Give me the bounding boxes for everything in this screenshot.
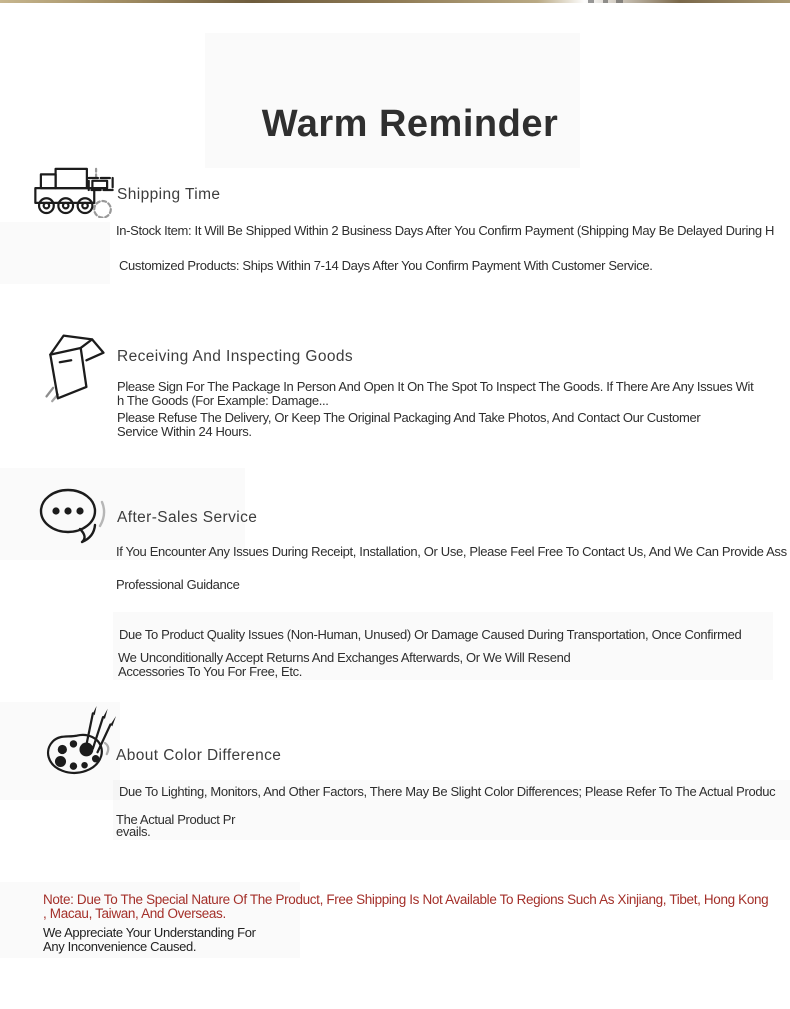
body-line: Please Refuse The Delivery, Or Keep The Original Packaging And Take Photos, And Contact Our Customer (117, 410, 701, 425)
open-box-icon (38, 328, 112, 404)
note-line: We Appreciate Your Understanding For (43, 925, 256, 940)
section-heading-color-difference: About Color Difference (116, 747, 282, 764)
section-heading-shipping-time: Shipping Time (117, 186, 221, 203)
page-title: Warm Reminder (261, 103, 559, 146)
note-line: Any Inconvenience Caused. (43, 939, 197, 954)
body-line: Due To Lighting, Monitors, And Other Factors, There May Be Slight Color Differences; Please Refer To The Actual Produc (119, 784, 776, 799)
top-artifact-mark (588, 0, 594, 3)
note-line-red: Note: Due To The Special Nature Of The Product, Free Shipping Is Not Available To Regions Such As Xinjiang, Tibet, Hong Kong (43, 892, 769, 907)
top-image-edge-strip (0, 0, 790, 3)
body-line: Customized Products: Ships Within 7-14 Days After You Confirm Payment With Customer Service. (119, 258, 653, 273)
body-line: Accessories To You For Free, Etc. (118, 664, 303, 679)
body-line: We Unconditionally Accept Returns And Exchanges Afterwards, Or We Will Resend (118, 650, 571, 665)
top-artifact-mark (616, 0, 623, 3)
body-line: Please Sign For The Package In Person And Open It On The Spot To Inspect The Goods. If There Are Any Issues Wit (117, 379, 754, 394)
body-line: evails. (116, 824, 151, 839)
speech-bubble-icon (36, 486, 108, 544)
section-heading-receiving-goods: Receiving And Inspecting Goods (117, 348, 354, 365)
body-line: Due To Product Quality Issues (Non-Human, Unused) Or Damage Caused During Transportation, Once Confirmed (119, 627, 742, 642)
background-patch (0, 222, 110, 284)
paint-palette-icon (40, 706, 118, 780)
body-line: Service Within 24 Hours. (117, 424, 252, 439)
background-patch (205, 33, 580, 168)
top-artifact-mark (603, 0, 608, 3)
body-line: Professional Guidance (116, 577, 240, 592)
note-line-red: , Macau, Taiwan, And Overseas. (43, 906, 226, 921)
section-heading-after-sales: After-Sales Service (117, 509, 258, 526)
body-line: If You Encounter Any Issues During Receipt, Installation, Or Use, Please Feel Free To Contact Us, And We Can Provide Ass (116, 544, 787, 559)
body-line: The Actual Product Pr (116, 812, 236, 827)
truck-icon (28, 162, 120, 218)
body-line: In-Stock Item: It Will Be Shipped Within 2 Business Days After You Confirm Payment (Shipping May Be Delayed During H (116, 223, 775, 238)
body-line: h The Goods (For Example: Damage... (117, 393, 329, 408)
